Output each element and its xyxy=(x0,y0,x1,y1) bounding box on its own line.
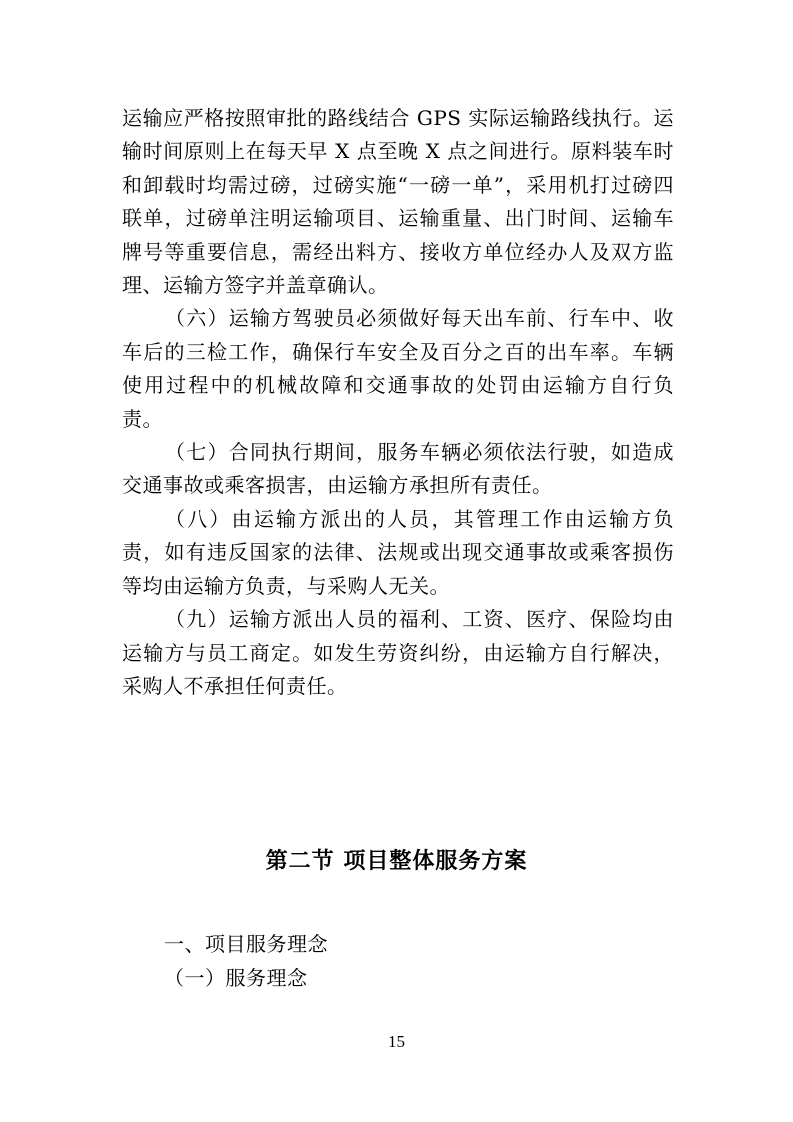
body-text xyxy=(122,102,674,703)
paragraph-item-9: （九）运输方派出人员的福利、工资、医疗、保险均由运输方与员工商定。如发生劳资纠纷，由运输方自行解决，采购人不承担任何责任。 xyxy=(122,607,674,698)
subheading-service-philosophy: （一）服务理念 xyxy=(164,966,308,990)
paragraph-item-6: （六）运输方驾驶员必须做好每天出车前、行车中、收车后的三检工作，确保行车安全及百分之百的出车率。车辆使用过程中的机械故障和交通事故的处罚由运输方自行负责。 xyxy=(122,306,674,431)
paragraph-continuation: 运输应严格按照审批的路线结合 GPS 实际运输路线执行。运输时间原则上在每天早 X 点至晚 X 点之间进行。原料装车时和卸载时均需过磅，过磅实施“一磅一单”，采用机打过磅四联单，过磅单注明运输项目、运输重量、出门时间、运输车牌号等重要信息，需经出料方、接收方单位经办人及双方监理、运输方签字并盖章确认。 xyxy=(122,106,674,298)
paragraph-item-8: （八）由运输方派出的人员，其管理工作由运输方负责，如有违反国家的法律、法规或出现交通事故或乘客损伤等均由运输方负责，与采购人无关。 xyxy=(122,506,674,598)
subheading-service-concept: 一、项目服务理念 xyxy=(164,932,328,956)
page-number: 15 xyxy=(388,1032,405,1051)
paragraph-item-7: （七）合同执行期间，服务车辆必须依法行驶，如造成交通事故或乘客损害，由运输方承担所有责任。 xyxy=(122,440,674,498)
section-heading: 第二节 项目整体服务方案 xyxy=(265,849,528,874)
